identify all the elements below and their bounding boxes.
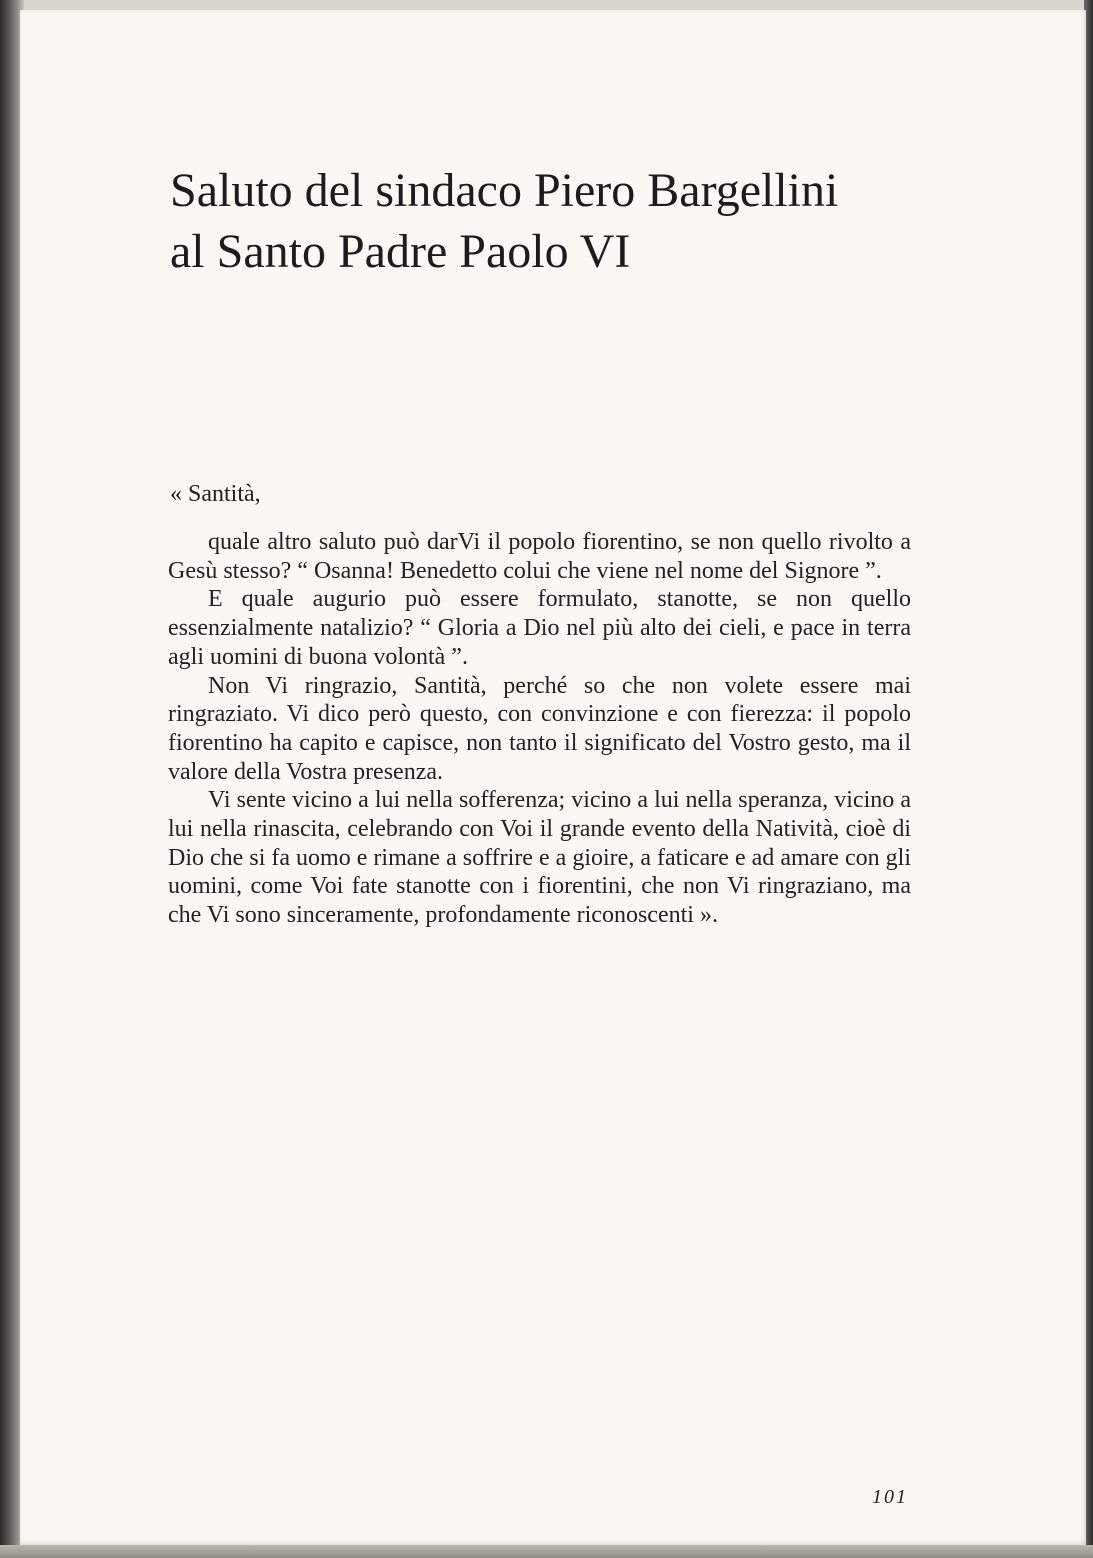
paragraph-4: Vi sente vicino a lui nella sofferenza; vicino a lui nella speranza, vicino a lui nella rinascita, celebrando con Voi il grande evento della Natività, cioè di Dio che si fa uomo e rimane a soffrire e a gioire, a faticare e ad amare con gli uomini, come Voi fate stanotte con i fiorentini, che non Vi ringraziano, ma che Vi sono sinceramente, profondamente riconoscenti ».: [168, 787, 911, 929]
salutation: « Santità,: [170, 481, 261, 507]
paragraph-2: E quale augurio può essere formulato, stanotte, se non quello essenzialmente natalizio? “ Gloria a Dio nel più alto dei cieli, e pace in terra agli uomini di buona volontà ”.: [168, 586, 911, 670]
title-line-2: al Santo Padre Paolo VI: [170, 225, 631, 278]
title-line-1: Saluto del sindaco Piero Bargellini: [170, 164, 839, 217]
page-number: 101: [872, 1486, 908, 1508]
paragraph-1: quale altro saluto può darVi il popolo fiorentino, se non quello rivolto a Gesù stesso? “ Osanna! Benedetto colui che viene nel nome del Signore ”.: [168, 529, 911, 584]
paragraph-3: Non Vi ringrazio, Santità, perché so che non volete essere mai ringraziato. Vi dico però questo, con convinzione e con fierezza: il popolo fiorentino ha capito e capisce, non tanto il significato del Vostro gesto, ma il valore della Vostra presenza.: [168, 672, 911, 785]
speech-body: [168, 528, 911, 930]
page-title: [170, 160, 930, 282]
page-bottom-edge: [0, 1545, 1093, 1558]
